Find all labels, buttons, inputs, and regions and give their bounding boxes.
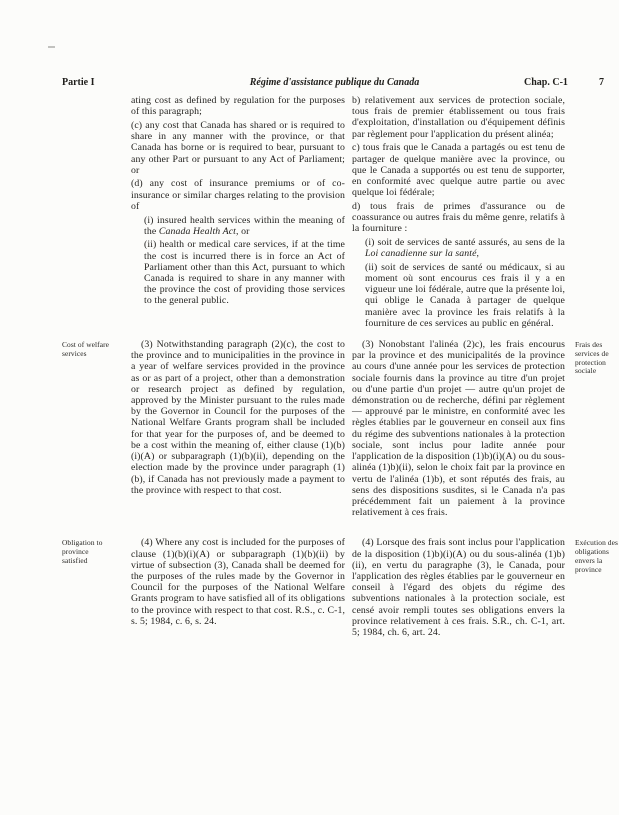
paragraph-item-d-en: (d) any cost of insurance premiums or of co-insurance or similar charges relating to the provision of <box>131 178 345 212</box>
margin-note-frais-des-services: Frais des services de protection sociale <box>575 340 609 376</box>
sub-i-en-tail: , or <box>236 225 250 237</box>
sub-i-fr-tail: , <box>476 248 480 260</box>
header-part-label: Partie I <box>62 77 95 88</box>
paragraph-item-d-fr: d) tous frais de primes d'assurance ou de coassurance ou autres frais du même genre, relatifs à la fourniture : <box>352 200 565 235</box>
paragraph-sub-i-fr <box>352 237 565 259</box>
page-header <box>0 77 619 90</box>
paragraph-runover-en: ating cost as defined by regulation for the purposes of this paragraph; <box>131 95 345 118</box>
margin-note-execution-obligations: Exécution des obligations envers la province <box>575 538 618 574</box>
section-subsection-3 <box>62 339 619 518</box>
paragraph-3-fr: (3) Nonobstant l'alinéa (2)c), les frais encourus par la province et des municipalités de la province au cours d'une année pour les services de protection sociale fournis dans la province au titre d'un projet ou d'une partie d'un projet — autre qu'un projet de démonstration ou de recherche, défini par règlement — approuvé par le ministre, en conformité avec les règles établies par le gouverneur en conseil aux fins du régime des subventions nationales à la protection sociale, sont inclus pour ladite année pour l'application de la disposition (1)b)(i)(A) ou du sous-alinéa (1)b)(ii), selon le choix fait par la province en vertu de l'alinéa (1)b), et sont réputés des frais, au sens des dispositions susdites, si le Canada n'a pas précédemment fait un paiement à la province relativement à ces frais. <box>352 339 565 519</box>
paragraph-item-c-fr: c) tous frais que le Canada a partagés ou est tenu de partager de quelque manière avec la province, ou que le Canada a supportés ou est tenu de supporter, en conformité avec quelque autre partie ou avec quelque loi fédérale; <box>352 142 565 199</box>
paragraph-4-en: (4) Where any cost is included for the purposes of clause (1)(b)(i)(A) or subparagraph (1)(b)(ii) by virtue of subsection (3), Canada shall be deemed for the purposes of the rules made by the Governor in Council for the purposes of the National Welfare Grants program to have satisfied all of its obligations to the province with respect to that cost. R.S., c. C-1, s. 5; 1984, c. 6, s. 24. <box>131 537 345 627</box>
scan-artifact <box>48 46 55 48</box>
sub-i-en-text: (i) insured health services within the meaning of the <box>144 214 345 237</box>
paragraph-sub-i-en <box>131 215 345 237</box>
page-body <box>62 95 619 638</box>
paragraph-item-b-fr: b) relativement aux services de protection sociale, tous frais de premier établissement ou tous frais d'exploitation, d'installation ou d'équipement définis par règlement pour l'application du présent alinéa; <box>352 95 565 140</box>
english-column <box>131 95 345 307</box>
section-continuation <box>62 95 619 329</box>
sub-i-fr-act-title: Loi canadienne sur la santé <box>365 248 477 260</box>
paragraph-sub-ii-en: (ii) health or medical care services, if at the time the cost is incurred there is in force an Act of Parliament other than this Act, pursuant to which Canada is required to share in any manner with the province the cost of providing those services to the general public. <box>144 239 345 307</box>
header-title: Régime d'assistance publique du Canada <box>249 77 420 88</box>
french-column <box>352 95 565 329</box>
paragraph-item-c-en: (c) any cost that Canada has shared or is required to share in any manner with the province, or that Canada has borne or is required to bear, pursuant to any other Part or pursuant to any Act of Parliament; or <box>131 119 345 176</box>
sub-i-en-act-title: Canada Health Act <box>158 225 236 237</box>
header-chapter: Chap. C-1 <box>524 77 568 88</box>
sub-i-fr-text: (i) soit de services de santé assurés, au sens de la <box>365 236 565 248</box>
right-margin-note-empty <box>571 95 619 97</box>
french-column <box>352 537 565 638</box>
header-page-number: 7 <box>599 77 604 88</box>
margin-note-obligation-satisfied: Obligation to province satisfied <box>62 538 103 565</box>
french-column <box>352 339 565 518</box>
paragraph-3-en: (3) Notwithstanding paragraph (2)(c), the cost to the province and to municipalities in the province in a year of welfare services provided in the province as or as part of a project, other than a demonstration or research project as defined by regulation, approved by the Minister pursuant to the rules made by the Governor in Council for the purposes of the National Welfare Grants program shall be included for that year for the purposes of, and be deemed to be a cost within the meaning of, either clause (1)(b)(i)(A) or subparagraph (1)(b)(ii), depending on the election made by the province under paragraph (1)(b), if Canada has not previously made a payment to the province with respect to that cost. <box>131 339 345 496</box>
margin-note-cost-of-welfare: Cost of welfare services <box>62 340 110 358</box>
english-column <box>131 537 345 627</box>
paragraph-sub-ii-fr: (ii) soit de services de santé ou médicaux, si au moment où sont encourus ces frais il y a en vigueur une loi fédérale, autre que la présente loi, qui oblige le Canada à partager de quelque manière avec la province les frais relatifs à la fourniture de ces services au public en général. <box>365 261 565 329</box>
left-margin-note-empty <box>62 95 131 97</box>
section-subsection-4 <box>62 537 619 638</box>
english-column <box>131 339 345 496</box>
paragraph-4-fr: (4) Lorsque des frais sont inclus pour l'application de la disposition (1)b)(i)(A) ou du sous-alinéa (1)b)(ii), en vertu du paragraphe (3), le Canada, pour l'application des règles établies par le gouverneur en conseil à l'égard des objets du régime des subventions nationales à la protection sociale, est censé avoir rempli toutes ses obligations envers la province relativement à ces frais. S.R., ch. C-1, art. 5; 1984, ch. 6, art. 24. <box>352 537 565 638</box>
